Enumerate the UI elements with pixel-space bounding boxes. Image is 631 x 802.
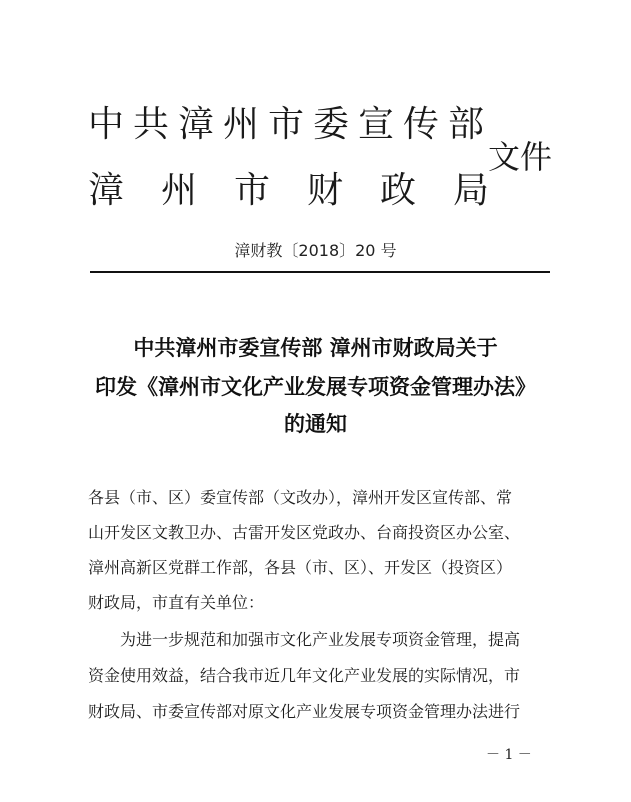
header-divider <box>90 271 550 273</box>
issuer-line-1: 中共漳州市委宣传部 <box>88 104 494 145</box>
body-line: 为进一步规范和加强市文化产业发展专项资金管理，提高 <box>120 630 521 649</box>
body-line: 山开发区文教卫办、古雷开发区党政办、台商投资区办公室、 <box>88 523 521 542</box>
body-line: 财政局，市直有关单位： <box>88 593 265 612</box>
title-line-2: 印发《漳州市文化产业发展专项资金管理办法》 <box>95 374 536 399</box>
document-suffix: 文件 <box>488 138 553 176</box>
body-line: 漳州高新区党群工作部，各县（市、区）、开发区（投资区） <box>88 558 513 577</box>
document-number: 漳财教〔2018〕20 号 <box>234 241 397 260</box>
issuer-line-2: 漳州市财政局 <box>88 170 527 211</box>
body-line: 资金使用效益，结合我市近几年文化产业发展的实际情况，市 <box>88 666 521 685</box>
body-line: 各县（市、区）委宣传部（文改办），漳州开发区宣传部、常 <box>88 488 513 507</box>
title-line-3: 的通知 <box>284 411 347 436</box>
body-line: 财政局、市委宣传部对原文化产业发展专项资金管理办法进行 <box>88 702 521 721</box>
page-number: － 1 － <box>486 747 532 763</box>
title-line-1: 中共漳州市委宣传部 漳州市财政局关于 <box>133 335 498 360</box>
